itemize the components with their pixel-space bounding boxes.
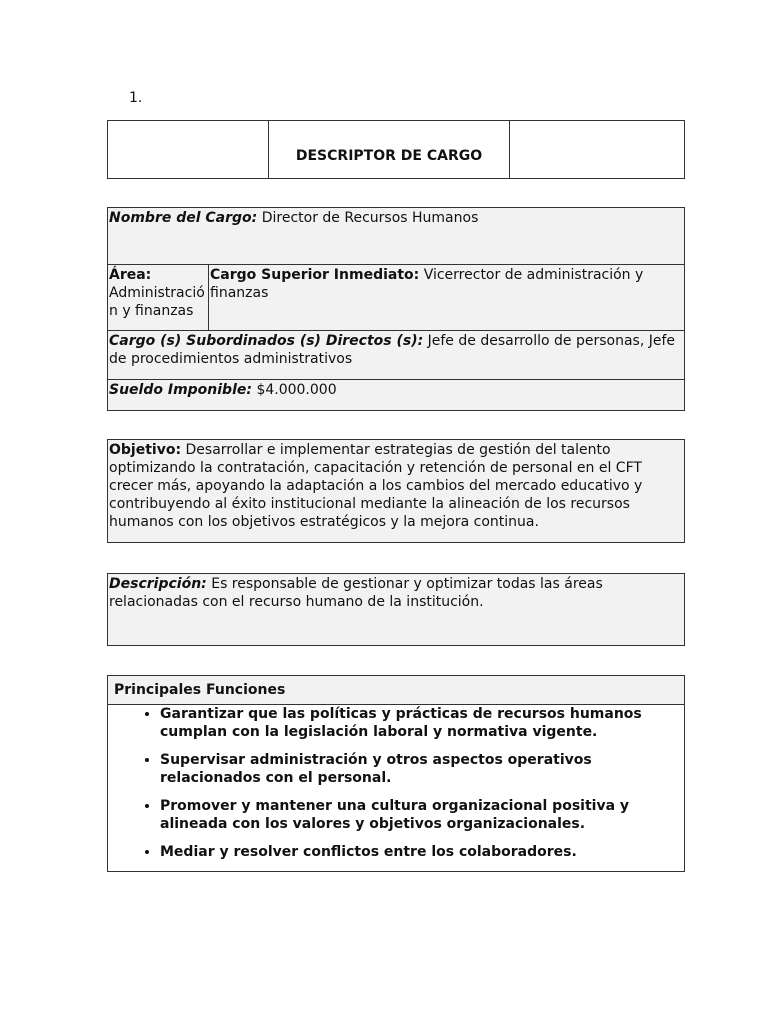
descripcion-cell: [108, 574, 685, 646]
cargo-superior-value: Vicerrector de administración y finanzas: [210, 267, 644, 301]
list-item: • Promover y mantener una cultura organizacional positiva y alineada con los valores y objetivos organizacionales.: [160, 797, 683, 833]
funciones-table: [107, 675, 685, 872]
list-item: • Supervisar administración y otros aspectos operativos relacionados con el personal.: [160, 751, 683, 787]
descripcion-text: Es responsable de gestionar y optimizar todas las áreas relacionadas con el recurso humano de la institución.: [109, 576, 603, 610]
sueldo-label: Sueldo Imponible:: [109, 382, 252, 398]
descripcion-table: [107, 573, 685, 646]
nombre-cargo-cell: [108, 208, 685, 265]
objetivo-text: Desarrollar e implementar estrategias de gestión del talento optimizando la contratación, capacitación y retención de personal en el CFT crecer más, apoyando la adaptación a los cambios del mercado educativo y contribuyendo al éxito institucional mediante la alineación de los recursos humanos con los objetivos estratégicos y la mejora continua.: [109, 442, 643, 530]
funciones-list: [109, 705, 683, 861]
subordinados-cell: [108, 331, 685, 380]
nombre-cargo-label: Nombre del Cargo:: [109, 210, 258, 226]
sueldo-value: $4.000.000: [256, 382, 337, 398]
job-info-table: [107, 207, 685, 411]
funciones-title: Principales Funciones: [108, 676, 685, 705]
area-label: Área:: [109, 267, 152, 283]
header-logo-cell: [108, 121, 269, 179]
cargo-superior-label: Cargo Superior Inmediato:: [210, 267, 420, 283]
objetivo-label: Objetivo:: [109, 442, 182, 458]
list-item: • Garantizar que las políticas y prácticas de recursos humanos cumplan con la legislación laboral y normativa vigente.: [160, 705, 683, 741]
funciones-list-cell: [108, 705, 685, 872]
subordinados-value: Jefe de desarrollo de personas, Jefe de procedimientos administrativos: [109, 333, 676, 367]
header-table: [107, 120, 685, 179]
sueldo-cell: [108, 380, 685, 411]
objetivo-table: [107, 439, 685, 543]
area-value: Administración y finanzas: [109, 285, 205, 319]
nombre-cargo-value: Director de Recursos Humanos: [261, 210, 479, 226]
list-number: 1.: [129, 90, 143, 106]
area-cell: [108, 265, 209, 331]
list-item: • Mediar y resolver conflictos entre los colaboradores.: [160, 843, 683, 861]
document-title: DESCRIPTOR DE CARGO: [269, 121, 510, 179]
objetivo-cell: [108, 440, 685, 543]
descripcion-label: Descripción:: [109, 576, 207, 592]
subordinados-label: Cargo (s) Subordinados (s) Directos (s):: [109, 333, 424, 349]
cargo-superior-cell: [209, 265, 685, 331]
header-right-cell: [510, 121, 685, 179]
